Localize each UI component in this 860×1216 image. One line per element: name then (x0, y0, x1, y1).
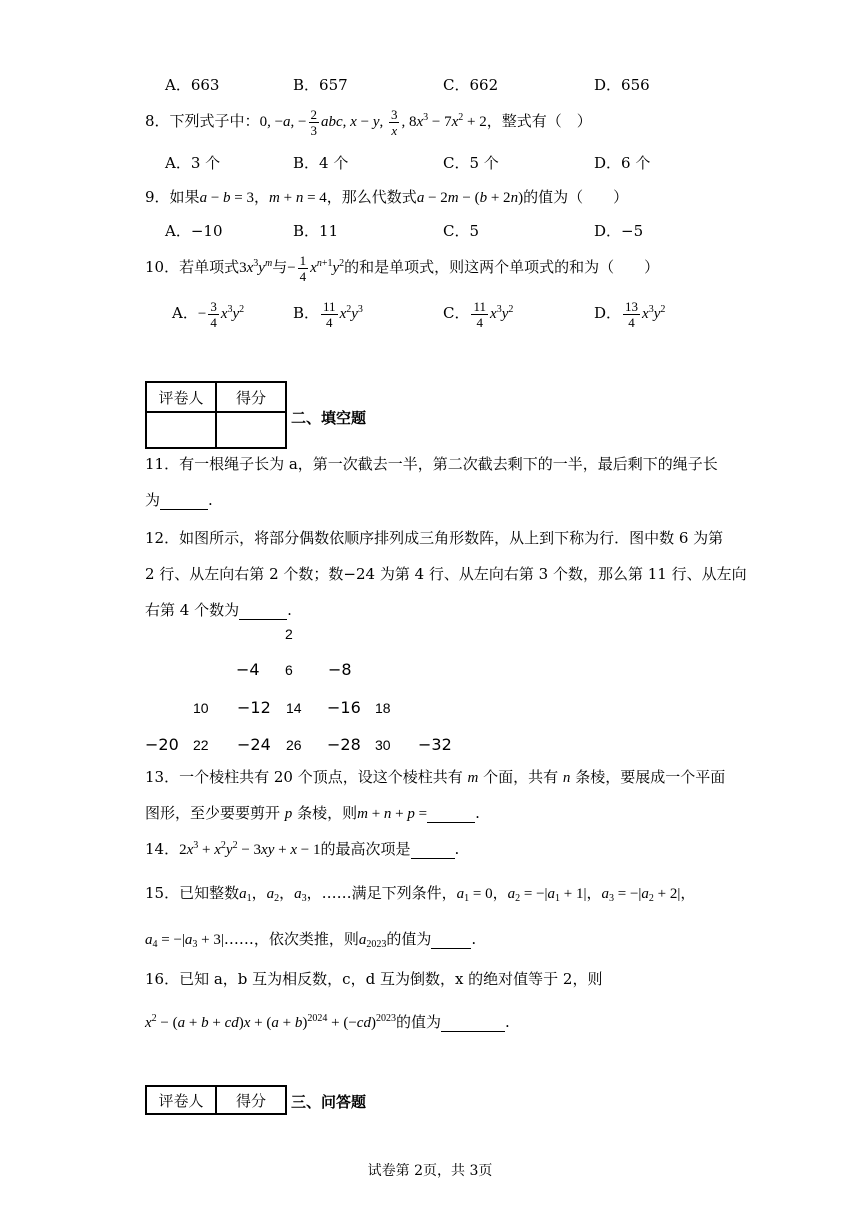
triangle-cell: 22 (193, 737, 209, 753)
question-13-line-2: 图形，至少要要剪开 p 条棱，则m + n + p = . (145, 804, 480, 822)
q10-option-a: A．− $\frac{3}{4}$ $x^3y^2$ (172, 299, 245, 331)
answer-blank[interactable] (441, 1013, 505, 1032)
question-15-line-2: $a_4 = -|a_3$ + 3|……，依次类推，则$a_{2023}$的值为 . (145, 930, 477, 950)
score-cell (216, 412, 286, 448)
answer-blank[interactable] (239, 601, 287, 620)
question-8: 8．下列式子中：0, −a, − $\frac{2}{3}$ abc, x − y, $\frac{3}{x}$ , $8x^3 - 7x^2 + 2$，整式有（ ） (145, 107, 592, 139)
page-footer: 试卷第 2页，共 3页 (367, 1163, 493, 1179)
triangle-cell: −24 (237, 735, 271, 754)
q10-option-d: D． $\frac{13}{4}$ $x^3y^2$ (594, 299, 666, 331)
answer-blank[interactable] (427, 804, 475, 823)
triangle-cell: 14 (286, 700, 302, 716)
question-14: 14．$2x^3 + x^2y^2 - 3xy + x - 1$的最高次项是 . (145, 840, 460, 858)
q9-option-d: D．−5 (594, 222, 644, 240)
section-3-title: 三、问答题 (291, 1093, 367, 1111)
answer-blank[interactable] (160, 491, 208, 510)
reviewer-label: 评卷人 (146, 382, 216, 412)
reviewer-label: 评卷人 (146, 1086, 216, 1114)
q10-option-c: C． $\frac{11}{4}$ $x^3y^2$ (443, 299, 514, 331)
q7-option-d: D．656 (594, 76, 650, 94)
reviewer-cell (146, 412, 216, 448)
triangle-cell: 30 (375, 737, 391, 753)
question-16-line-2: $x^2 - (a + b + cd)x + (a + b)^{2024} + (-cd)^{2023}$的值为 . (145, 1013, 510, 1031)
q9-option-b: B．11 (293, 222, 339, 240)
question-15-line-1: 15．已知整数$a_1$，$a_2$，$a_3$，……满足下列条件，$a_1 = 0$，$a_2 = -|a_1 + 1|$，$a_3 = -|a_2 + 2|$， (145, 884, 696, 904)
triangle-cell: 6 (285, 662, 293, 678)
triangle-cell: 18 (375, 700, 391, 716)
triangle-cell: −4 (236, 660, 260, 679)
question-9: 9．如果a − b = 3，m + n = 4，那么代数式a − 2m − (b + 2n)的值为（ ） (145, 188, 629, 206)
triangle-cell: −12 (237, 698, 271, 717)
question-10: 10．若单项式$3x^3y^m$与− $\frac{1}{4}$ $x^{n+1}y^2$的和是单项式，则这两个单项式的和为（ ） (145, 253, 660, 285)
question-16-line-1: 16．已知 a，b 互为相反数，c，d 互为倒数，x 的绝对值等于 2，则 (145, 970, 603, 988)
q10-option-b: B． $\frac{11}{4}$ $x^2y^3$ (293, 299, 363, 331)
score-box-section-3 (145, 1085, 287, 1115)
section-2-title: 二、填空题 (291, 409, 367, 427)
triangle-cell: 26 (286, 737, 302, 753)
q7-option-a: A．663 (165, 76, 220, 94)
triangle-cell: −20 (145, 735, 179, 754)
question-12-line-2: 2 行、从左向右第 2 个数；数−24 为第 4 行、从左向右第 3 个数，那么第 11 行、从左向 (145, 565, 747, 583)
q8-option-a: A．3 个 (165, 154, 221, 172)
question-11-line-1: 11．有一根绳子长为 a，第一次截去一半，第二次截去剩下的一半，最后剩下的绳子长 (145, 455, 718, 473)
triangle-cell: −8 (328, 660, 352, 679)
triangle-cell: −16 (327, 698, 361, 717)
q8-option-d: D．6 个 (594, 154, 651, 172)
score-box-section-2 (145, 381, 287, 449)
question-11-line-2: 为 . (145, 491, 213, 509)
triangle-cell: 10 (193, 700, 209, 716)
triangle-cell: 2 (285, 626, 293, 642)
triangle-cell: −32 (418, 735, 452, 754)
score-label: 得分 (216, 1086, 286, 1114)
q8-option-c: C．5 个 (443, 154, 499, 172)
triangle-cell: −28 (327, 735, 361, 754)
answer-blank[interactable] (431, 930, 471, 949)
question-12-line-1: 12．如图所示，将部分偶数依顺序排列成三角形数阵，从上到下称为行．图中数 6 为第 (145, 529, 724, 547)
question-12-line-3: 右第 4 个数为 . (145, 601, 292, 619)
q7-option-b: B．657 (293, 76, 348, 94)
q9-option-a: A．−10 (165, 222, 223, 240)
q7-option-c: C．662 (443, 76, 499, 94)
q8-expression: 0, −a, − $\frac{2}{3}$ abc, x − y, $\frac{3}{x}$ , $8x^3 - 7x^2 + 2$ (259, 107, 487, 139)
answer-blank[interactable] (411, 840, 455, 859)
score-label: 得分 (216, 382, 286, 412)
q9-option-c: C．5 (443, 222, 480, 240)
q9-expression: a − 2m − (b + 2n) (416, 190, 524, 206)
q8-option-b: B．4 个 (293, 154, 349, 172)
question-13-line-1: 13．一个棱柱共有 20 个顶点，设这个棱柱共有 m 个面，共有 n 条棱，要展成一个平面 (145, 768, 726, 786)
